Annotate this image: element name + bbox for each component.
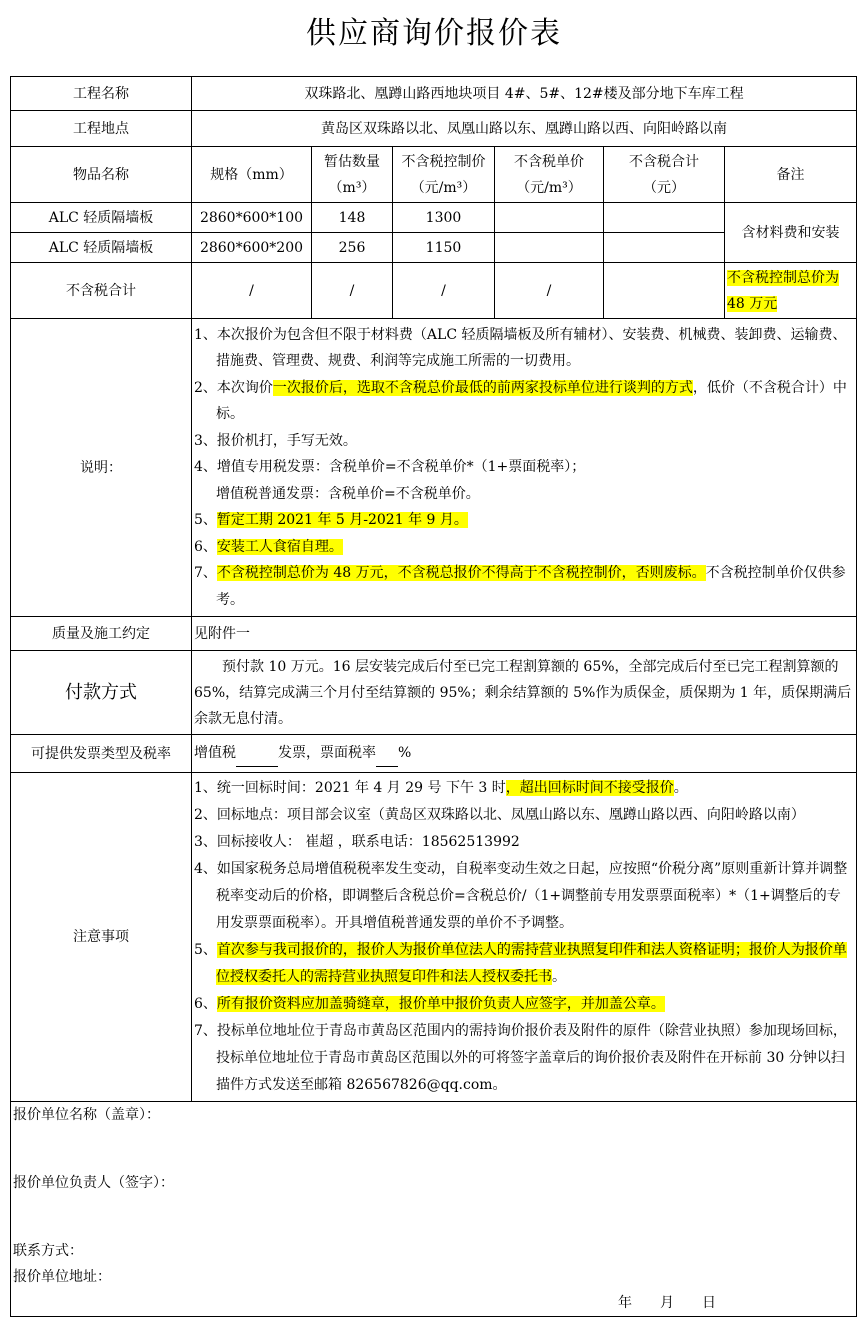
table-row — [11, 203, 857, 233]
invoice-row — [11, 735, 857, 773]
header-total-line1: 不含税合计 — [629, 153, 699, 170]
explain-item-2-highlight: 一次报价后，选取不含税总价最低的前两家投标单位进行谈判的方式 — [272, 379, 693, 396]
header-unit-price-line2: （元/m³） — [516, 179, 582, 196]
item-total-input[interactable] — [604, 233, 725, 263]
subtotal-slash: / — [192, 263, 312, 319]
item-total-input[interactable] — [604, 203, 725, 233]
principal-signature-field[interactable]: 报价单位负责人（签字）： — [13, 1175, 174, 1191]
column-header-row — [11, 147, 857, 203]
control-total-note-line2: 48 万元 — [727, 296, 778, 312]
project-name-row — [11, 77, 857, 111]
subtotal-row — [11, 263, 857, 319]
explain-label: 说明： — [11, 319, 192, 617]
notes-item-3: 3、回标接收人： 崔超 ，联系电话：18562513992 — [194, 834, 520, 850]
header-ctrl-price-line1: 不含税控制价 — [401, 153, 486, 170]
project-site-value: 黄岛区双珠路以北、凤凰山路以东、凰蹲山路以西、向阳岭路以南 — [192, 111, 857, 147]
header-qty — [312, 147, 393, 203]
explain-item-2: 2、本次询价一次报价后，选取不含税总价最低的前两家投标单位进行谈判的方式，低价（不含税合计）中标。 — [194, 379, 847, 423]
explain-row — [11, 319, 857, 617]
control-total-note — [725, 263, 857, 319]
date-field[interactable]: 年 月 日 — [618, 1295, 717, 1311]
item-ctrl-price-cell: 1300 — [393, 203, 495, 233]
signature-row — [11, 1102, 857, 1317]
project-name-value: 双珠路北、凰蹲山路西地块项目 4#、5#、12#楼及部分地下车库工程 — [192, 77, 857, 111]
subtotal-slash: / — [393, 263, 495, 319]
explain-item-6: 6、安装工人食宿自理。 — [194, 538, 343, 555]
notes-row — [11, 773, 857, 1102]
notes-item-4: 4、如国家税务总局增值税税率发生变动，自税率变动生效之日起，应按照“价税分离”原则重新计算并调整税率变动后的价格，即调整后含税总价=含税总价/（1+调整前专用发票票面税率）*（1+调整后的专用发票票面税率）。开具增值税普通发票的单价不予调整。 — [194, 861, 848, 931]
header-qty-line1: 暂估数量 — [324, 153, 380, 170]
control-total-note-line1: 不含税控制总价为 — [727, 270, 839, 286]
payment-row — [11, 651, 857, 735]
signature-block — [11, 1102, 857, 1317]
invoice-label: 可提供发票类型及税率 — [11, 735, 192, 773]
header-unit-price-line1: 不含税单价 — [514, 153, 584, 170]
explain-item-1: 1、本次报价为包含但不限于材料费（ALC 轻质隔墙板及所有辅材）、安装费、机械费、装卸费、运输费、措施费、管理费、规费、利润等完成施工所需的一切费用。 — [194, 326, 847, 370]
project-site-row — [11, 111, 857, 147]
notes-item-5-highlight: 首次参与我司报价的，报价人为报价单位法人的需持营业执照复印件和法人资格证明；报价人为报价单位授权委托人的需持营业执照复印件和法人授权委托书 — [216, 942, 847, 985]
item-spec-cell: 2860*600*100 — [192, 203, 312, 233]
subtotal-slash: / — [312, 263, 393, 319]
notes-item-1-highlight: ，超出回标时间不接受报价 — [505, 780, 674, 796]
subtotal-total-input[interactable] — [604, 263, 725, 319]
header-total — [604, 147, 725, 203]
header-spec: 规格（mm） — [192, 147, 312, 203]
header-total-line2: （元） — [643, 179, 685, 196]
notes-content — [192, 773, 857, 1102]
quotation-table — [10, 76, 857, 1317]
explain-item-5: 5、暂定工期 2021 年 5 月-2021 年 9 月。 — [194, 512, 468, 529]
project-name-label: 工程名称 — [11, 77, 192, 111]
item-qty-cell: 256 — [312, 233, 393, 263]
company-name-field[interactable]: 报价单位名称（盖章）： — [13, 1107, 160, 1123]
contact-field[interactable]: 联系方式： — [13, 1243, 83, 1259]
address-field[interactable]: 报价单位地址： — [13, 1269, 111, 1285]
item-unit-price-input[interactable] — [495, 233, 604, 263]
quality-row — [11, 617, 857, 651]
explain-item-7: 7、不含税控制总价为 48 万元，不含税总报价不得高于不含税控制价，否则废标。不含税控制单价仅供参考。 — [194, 565, 846, 608]
item-name-cell: ALC 轻质隔墙板 — [11, 233, 192, 263]
item-ctrl-price-cell: 1150 — [393, 233, 495, 263]
item-qty-cell: 148 — [312, 203, 393, 233]
quality-label: 质量及施工约定 — [11, 617, 192, 651]
item-name-cell: ALC 轻质隔墙板 — [11, 203, 192, 233]
explain-item-4b: 增值税普通发票：含税单价=不含税单价。 — [216, 485, 480, 502]
notes-item-5: 5、首次参与我司报价的，报价人为报价单位法人的需持营业执照复印件和法人资格证明；报价人为报价单位授权委托人的需持营业执照复印件和法人授权委托书。 — [194, 942, 847, 985]
notes-item-1: 1、统一回标时间：2021 年 4 月 29 号 下午 3 时，超出回标时间不接受报价。 — [194, 780, 688, 796]
payment-text — [192, 651, 857, 735]
header-ctrl-price — [393, 147, 495, 203]
subtotal-slash: / — [495, 263, 604, 319]
header-item-name: 物品名称 — [11, 147, 192, 203]
notes-item-6: 6、所有报价资料应加盖骑缝章，报价单中报价负责人应签字，并加盖公章。 — [194, 996, 665, 1012]
page-title: 供应商询价报价表 — [306, 16, 562, 51]
item-unit-price-input[interactable] — [495, 203, 604, 233]
explain-content — [192, 319, 857, 617]
header-unit-price — [495, 147, 604, 203]
remark-cell: 含材料费和安装 — [725, 203, 857, 263]
explain-item-6-highlight: 安装工人食宿自理。 — [216, 538, 343, 555]
tax-rate-field[interactable] — [376, 740, 398, 767]
header-remark: 备注 — [725, 147, 857, 203]
project-site-label: 工程地点 — [11, 111, 192, 147]
invoice-value: 增值税 发票，票面税率 % — [192, 735, 857, 773]
payment-label: 付款方式 — [11, 651, 192, 735]
notes-label: 注意事项 — [11, 773, 192, 1102]
invoice-type-field[interactable] — [236, 740, 278, 767]
header-qty-line2: （m³） — [328, 179, 376, 196]
notes-item-2: 2、回标地点：项目部会议室（黄岛区双珠路以北、凤凰山路以东、凰蹲山路以西、向阳岭路以南） — [194, 807, 805, 823]
notes-item-7: 7、投标单位地址位于青岛市黄岛区范围内的需持询价报价表及附件的原件（除营业执照）参加现场回标，投标单位地址位于青岛市黄岛区范围以外的可将签字盖章后的询价报价表及附件在开标前 30 分钟以扫描件方式发送至邮箱 826567826@qq.com。 — [194, 1023, 847, 1093]
explain-item-7-highlight: 不含税控制总价为 48 万元，不含税总报价不得高于不含税控制价，否则废标。 — [216, 565, 706, 582]
quality-value: 见附件一 — [192, 617, 857, 651]
notes-item-6-highlight: 所有报价资料应加盖骑缝章，报价单中报价负责人应签字，并加盖公章。 — [216, 996, 665, 1012]
subtotal-label: 不含税合计 — [11, 263, 192, 319]
payment-paragraph: 预付款 10 万元。16 层安装完成后付至已完工程割算额的 65%，全部完成后付至已完工程割算额的 65%，结算完成满三个月付至结算额的 95%；剩余结算额的 5%作为质保金，质保期为 1 年，质保期满后余款无息付清。 — [194, 658, 852, 727]
item-spec-cell: 2860*600*200 — [192, 233, 312, 263]
header-ctrl-price-line2: （元/m³） — [410, 179, 477, 196]
explain-item-4a: 4、增值专用税发票：含税单价=不含税单价*（1+票面税率）； — [194, 459, 586, 476]
explain-item-5-highlight: 暂定工期 2021 年 5 月-2021 年 9 月。 — [216, 512, 468, 529]
explain-item-3: 3、报价机打，手写无效。 — [194, 432, 357, 449]
